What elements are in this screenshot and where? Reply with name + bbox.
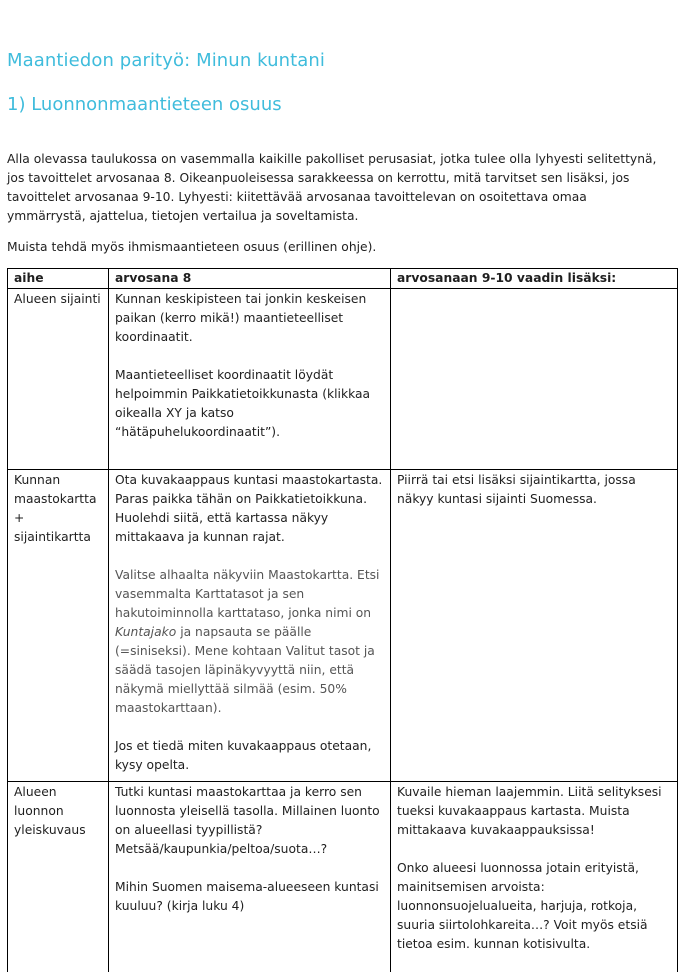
row-grade-8 [109,470,391,782]
document-title: Maantiedon parityö: Minun kuntani [7,50,326,71]
row-grade-9-10 [391,470,678,782]
table-header-row [8,269,678,289]
cell-paragraph: Kuvaile hieman laajemmin. Liitä selityksesi tueksi kuvakaappaus kartasta. Muista mittakaava kuvakaappauksissa! [397,785,662,837]
row-topic: Alueen sijainti [8,289,109,470]
intro-paragraph: Alla olevassa taulukossa on vasemmalla kaikille pakolliset perusasiat, jotka tulee olla lyhyesti selitettynä, jos tavoittelet arvosanaa 8. Oikeanpuoleisessa sarakkeessa on kerrottu, mitä tarvitset sen lisäksi, jos tavoittelet arvosanaa 9-10. Lyhyesti: kiitettävää arvosanaa tavoittelevan on osoitettava omaa ymmärrystä, ajattelua, tietojen vertailua ja soveltamista. [7,152,657,223]
cell-paragraph: Piirrä tai etsi lisäksi sijaintikartta, jossa näkyy kuntasi sijainti Suomessa. [397,473,636,506]
layer-name: Kuntajako [115,625,177,639]
reminder-paragraph: Muista tehdä myös ihmismaantieteen osuus (erillinen ohje). [7,240,377,254]
row-grade-9-10 [391,289,678,470]
table-row [8,289,678,470]
row-grade-8 [109,289,391,470]
row-topic: Kunnan maastokartta + sijaintikartta [8,470,109,782]
row-grade-9-10 [391,782,678,972]
table-row [8,782,678,972]
row-topic: Alueen luonnon yleiskuvaus [8,782,109,972]
cell-paragraph: Onko alueesi luonnossa jotain erityistä, mainitsemisen arvoista: luonnonsuojelualueita, harjuja, rotkoja, suuria siirtolohkareita…? Voit myös etsiä tietoa esim. kunnan kotisivulta. [397,861,648,951]
cell-paragraph: Tutki kuntasi maastokarttaa ja kerro sen luonnosta yleisellä tasolla. Millainen luonto on alueellasi tyypillistä? Metsää/kaupunkia/peltoa/suota…? [115,785,380,856]
cell-paragraph: Kunnan keskipisteen tai jonkin keskeisen paikan (kerro mikä!) maantieteelliset koordinaatit. [115,292,367,344]
assignment-table [7,268,678,972]
row-grade-8 [109,782,391,972]
instruction-note: Valitse alhaalta näkyviin Maastokartta. Etsi vasemmalta Karttatasot ja sen hakutoiminnolla karttataso, jonka nimi on Kuntajako ja napsauta se päälle (=siniseksi). Mene kohtaan Valitut tasot ja säädä tasojen läpinäkyvyyttä niin, että näkymä miellyttää silmää (esim. 50% maastokarttaan). [115,568,380,715]
table-row [8,470,678,782]
cell-paragraph: Ota kuvakaappaus kuntasi maastokartasta. Paras paikka tähän on Paikkatietoikkuna. Huolehdi siitä, että kartassa näkyy mittakaava ja kunnan rajat. [115,473,383,544]
header-grade-8: arvosana 8 [109,269,391,289]
section-heading: 1) Luonnonmaantieteen osuus [7,94,282,115]
cell-paragraph: Jos et tiedä miten kuvakaappaus otetaan, kysy opelta. [115,739,372,772]
cell-paragraph: Mihin Suomen maisema-alueeseen kuntasi kuuluu? (kirja luku 4) [115,880,379,913]
cell-paragraph: Maantieteelliset koordinaatit löydät helpoimmin Paikkatietoikkunasta (klikkaa oikealla XY ja katso “hätäpuhelukoordinaatit”). [115,368,371,439]
header-topic: aihe [8,269,109,289]
header-grade-9-10: arvosanaan 9-10 vaadin lisäksi: [391,269,678,289]
